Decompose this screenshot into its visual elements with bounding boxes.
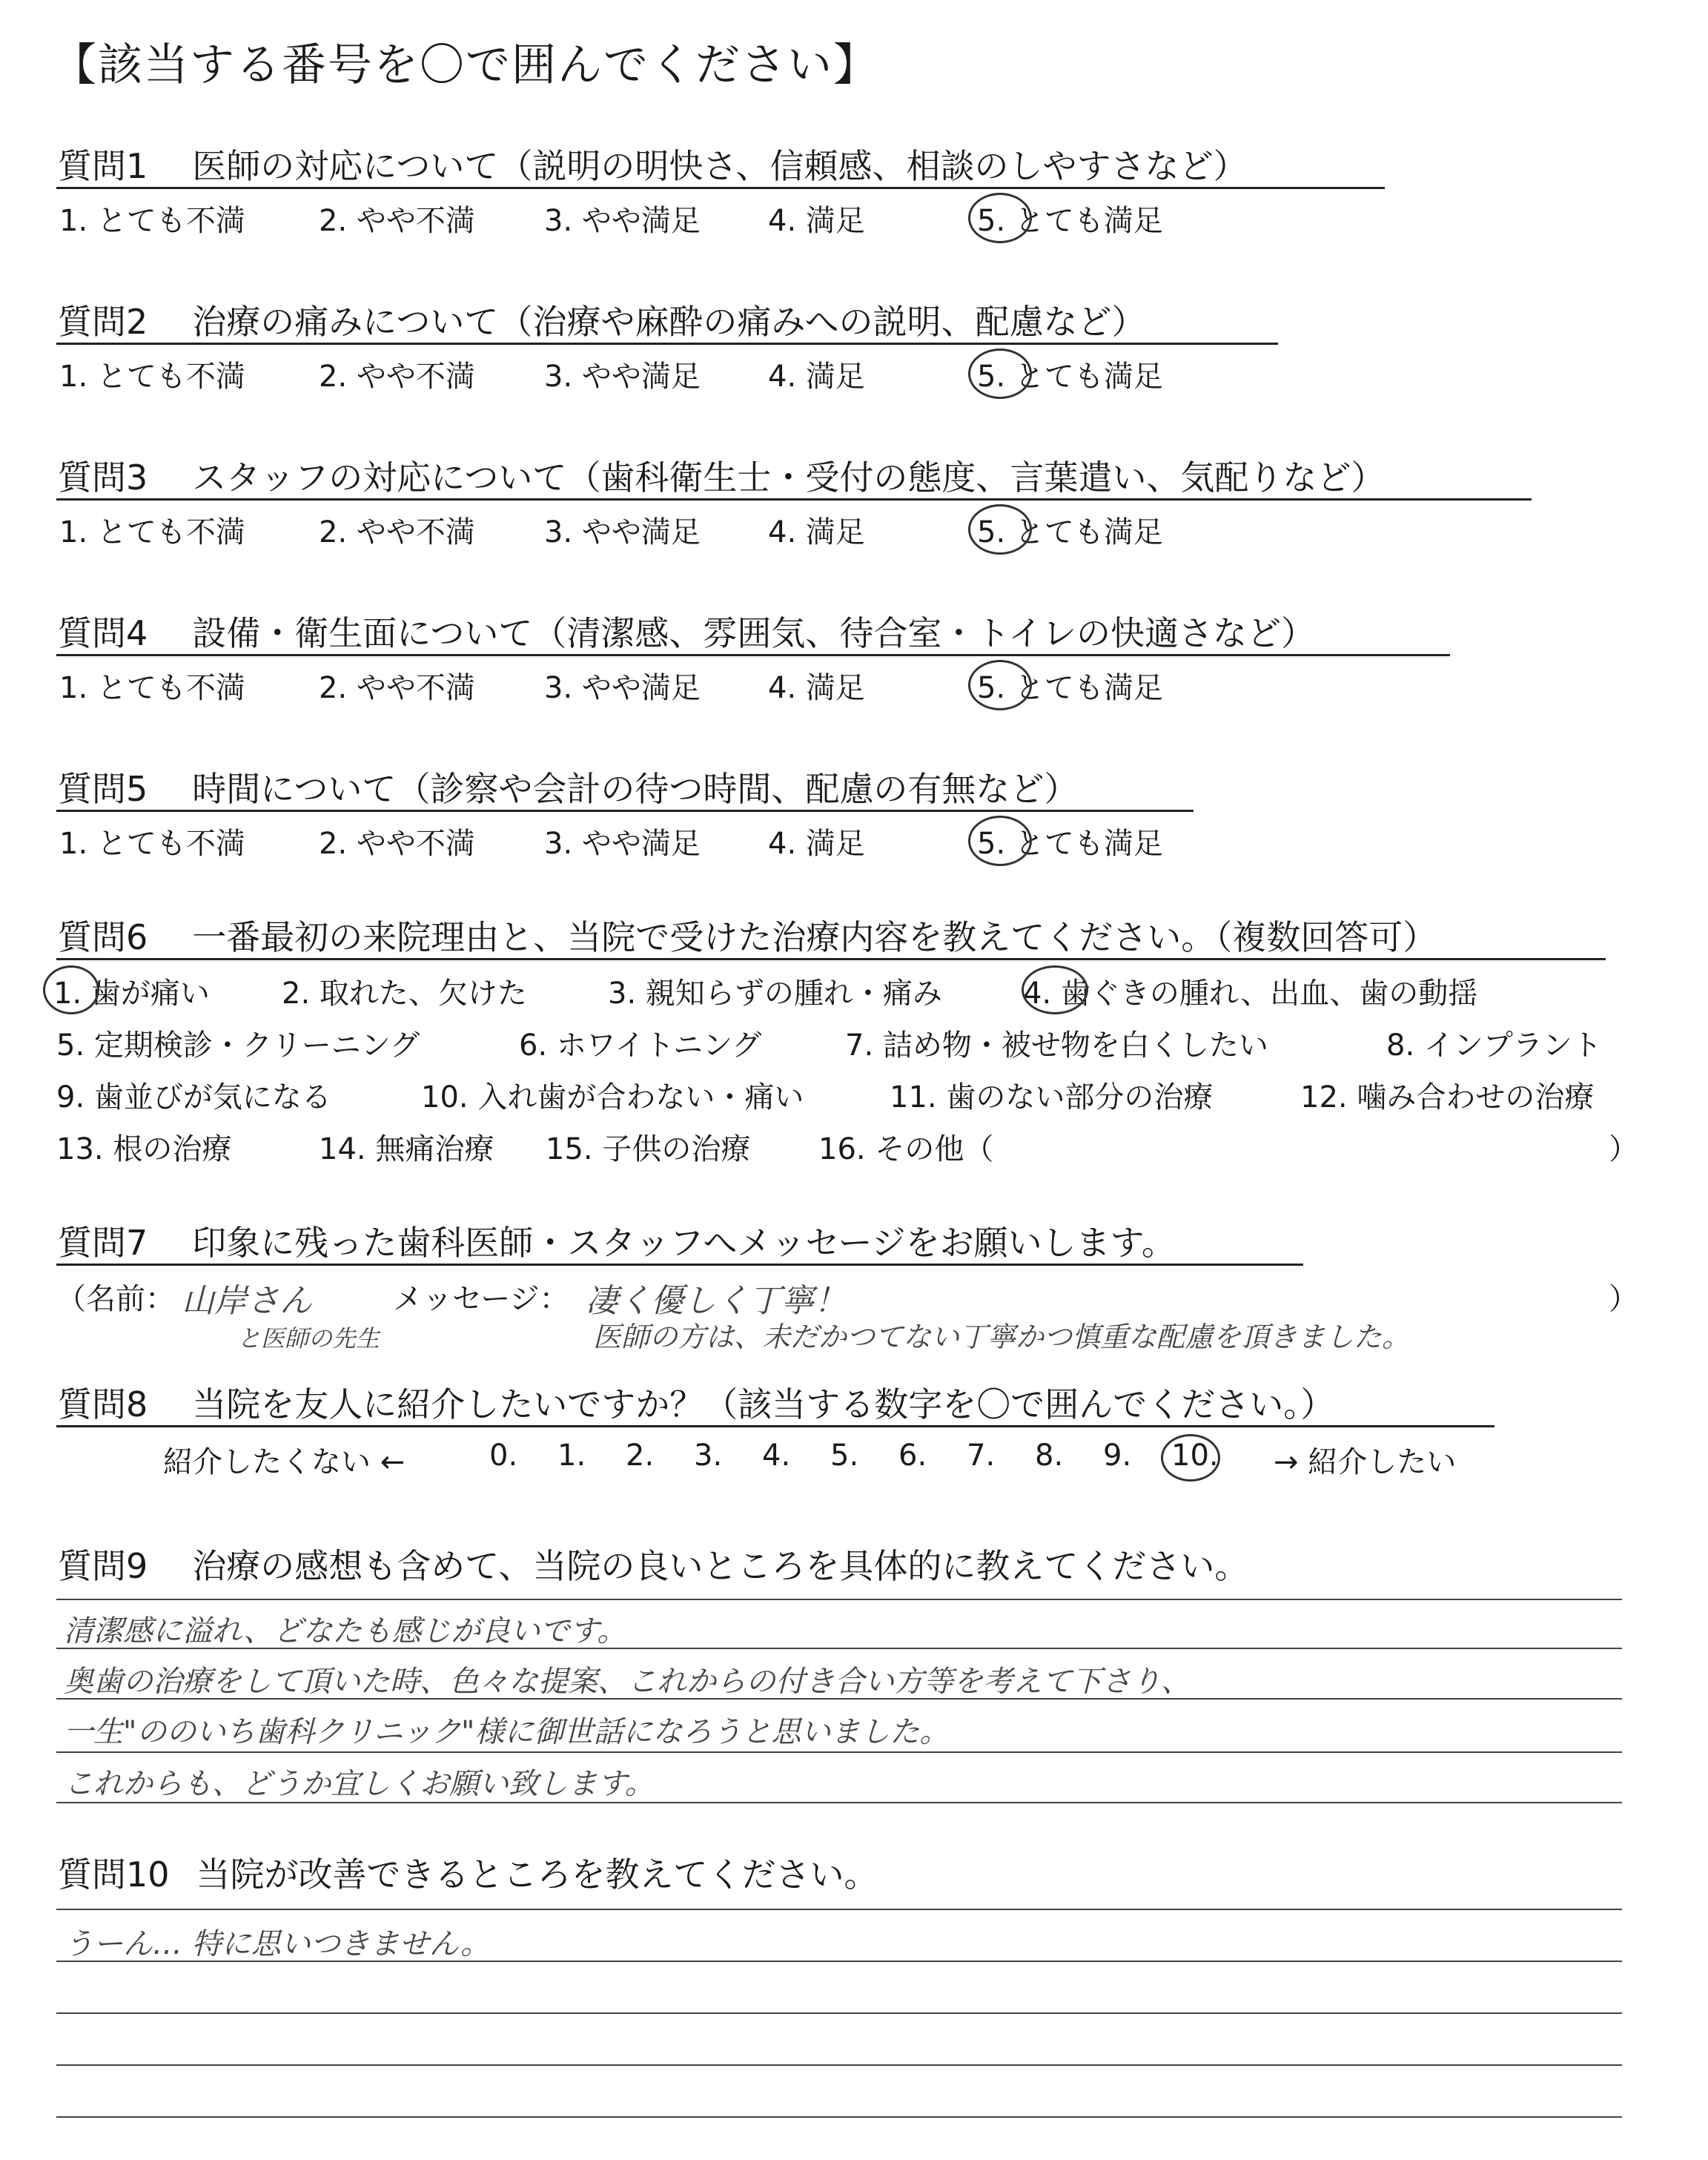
q6-underline: [56, 958, 1606, 960]
q9-text: 治療の感想も含めて、当院の良いところを具体的に教えてください。: [192, 1546, 1249, 1586]
q1-option-1: 1. とても不満: [59, 204, 245, 238]
q10-heading: [58, 1848, 878, 1897]
q8-underline: [56, 1425, 1494, 1427]
q3-option-4: 4. 満足: [768, 515, 865, 549]
q6-option-1-3: 8. インプラント: [1386, 1028, 1602, 1063]
q4-option-4: 4. 満足: [768, 671, 865, 705]
q8-scale-4: 4.: [762, 1439, 791, 1473]
q10-rule-4: [56, 2116, 1622, 2118]
q8-label: 質問8: [58, 1384, 148, 1424]
q6-answer-circle-4: [1022, 965, 1088, 1014]
q10-rule-0: [56, 1909, 1622, 1910]
q3-label: 質問3: [58, 458, 148, 498]
q10-label: 質問10: [58, 1855, 170, 1895]
q3-answer-circle: [968, 504, 1032, 555]
q6-option-1-2: 7. 詰め物・被せ物を白くしたい: [845, 1028, 1268, 1063]
q8-answer-circle: [1161, 1434, 1220, 1482]
q5-option-4: 4. 満足: [768, 827, 865, 861]
q9-rule-3: [56, 1751, 1622, 1753]
q2-option-2: 2. やや不満: [319, 360, 475, 394]
q4-answer-circle: [968, 660, 1032, 710]
q6-option-3-3: 16. その他（: [818, 1132, 994, 1166]
q8-scale-1: 1.: [557, 1439, 586, 1473]
q6-option-0-0: 1. 歯が痛い: [53, 977, 210, 1011]
q5-option-3: 3. やや満足: [544, 827, 701, 861]
q8-scale-5: 5.: [830, 1439, 859, 1473]
q1-text: 医師の対応について（説明の明快さ、信頼感、相談のしやすさなど）: [192, 146, 1248, 186]
q8-scale-0: 0.: [489, 1439, 518, 1473]
q9-answer-line-2: 一生"ののいち歯科クリニック"様に御世話になろうと思いました。: [64, 1715, 950, 1749]
q7-message-note: 医師の方は、未だかつてない丁寧かつ慎重な配慮を頂きました。: [593, 1321, 1411, 1353]
q6-option-2-1: 10. 入れ歯が合わない・痛い: [421, 1080, 804, 1114]
q4-heading: [58, 607, 1315, 655]
q1-option-5: 5. とても満足: [977, 204, 1163, 238]
q6-option-1-1: 6. ホワイトニング: [519, 1028, 762, 1063]
q8-left-label: 紹介したくない ←: [163, 1445, 406, 1479]
q2-answer-circle: [968, 349, 1032, 399]
q10-rule-2: [56, 2012, 1622, 2014]
q5-option-2: 2. やや不満: [319, 827, 475, 861]
q6-option-3-1: 14. 無痛治療: [319, 1132, 494, 1166]
q6-option-3-2: 15. 子供の治療: [546, 1132, 751, 1166]
q4-option-5: 5. とても満足: [977, 671, 1163, 705]
q3-option-3: 3. やや満足: [544, 515, 701, 549]
q8-text: 当院を友人に紹介したいですか？（該当する数字を〇で囲んでください。）: [192, 1384, 1335, 1424]
q3-option-5: 5. とても満足: [977, 515, 1163, 549]
q8-heading: [58, 1378, 1334, 1427]
q2-option-1: 1. とても不満: [59, 360, 245, 394]
q1-option-2: 2. やや不満: [319, 204, 475, 238]
q9-label: 質問9: [58, 1546, 148, 1586]
q8-scale-9: 9.: [1103, 1439, 1132, 1473]
q7-name-label: （名前：: [56, 1282, 175, 1316]
q6-heading: [58, 911, 1437, 960]
q5-underline: [56, 810, 1194, 812]
q10-text: 当院が改善できるところを教えてください。: [196, 1855, 878, 1895]
q6-option-2-3: 12. 噛み合わせの治療: [1300, 1080, 1595, 1114]
q2-heading: [58, 295, 1145, 344]
q5-text: 時間について（診察や会計の待つ時間、配慮の有無など）: [192, 769, 1079, 809]
q4-option-1: 1. とても不満: [59, 671, 245, 705]
q7-heading: [58, 1216, 1176, 1265]
q6-option-0-3: 4. 歯ぐきの腫れ、出血、歯の動揺: [1023, 977, 1478, 1011]
q8-scale-2: 2.: [626, 1439, 655, 1473]
q6-text: 一番最初の来院理由と、当院で受けた治療内容を教えてください。（複数回答可）: [192, 917, 1437, 957]
q6-option-3-0: 13. 根の治療: [56, 1132, 232, 1166]
q2-option-5: 5. とても満足: [977, 360, 1163, 394]
page-title: 【該当する番号を〇で囲んでください】: [52, 39, 879, 91]
q8-scale-8: 8.: [1035, 1439, 1064, 1473]
q6-option-2-2: 11. 歯のない部分の治療: [890, 1080, 1214, 1114]
q4-underline: [56, 654, 1450, 656]
q7-underline: [56, 1264, 1303, 1266]
q7-name-note: と医師の先生: [237, 1324, 380, 1353]
q4-option-2: 2. やや不満: [319, 671, 475, 705]
q8-scale-6: 6.: [898, 1439, 927, 1473]
q4-text: 設備・衛生面について（清潔感、雰囲気、待合室・トイレの快適さなど）: [192, 613, 1316, 653]
q1-answer-circle: [968, 193, 1032, 243]
q7-name-value: 山岸さん: [182, 1282, 312, 1320]
q3-underline: [56, 498, 1532, 501]
q7-close-paren: ）: [1609, 1282, 1638, 1316]
q5-label: 質問5: [58, 769, 148, 809]
q1-option-3: 3. やや満足: [544, 204, 701, 238]
q6-option-0-2: 3. 親知らずの腫れ・痛み: [608, 977, 942, 1011]
q7-message-value: 凄く優しく丁寧！: [586, 1282, 847, 1320]
q8-scale-3: 3.: [694, 1439, 723, 1473]
q3-option-2: 2. やや不満: [319, 515, 475, 549]
q5-answer-circle: [968, 816, 1032, 866]
q3-text: スタッフの対応について（歯科衛生士・受付の態度、言葉遣い、気配りなど）: [192, 458, 1386, 498]
q6-option-2-0: 9. 歯並びが気になる: [56, 1080, 331, 1114]
q1-underline: [56, 187, 1385, 189]
q4-option-3: 3. やや満足: [544, 671, 701, 705]
q6-option-3-4: ）: [1609, 1132, 1638, 1166]
q8-right-label: → 紹介したい: [1274, 1445, 1457, 1479]
q10-rule-3: [56, 2064, 1622, 2066]
q9-heading: [58, 1539, 1248, 1588]
q7-message-label: メッセージ：: [393, 1282, 569, 1316]
q4-label: 質問4: [58, 613, 148, 653]
q3-heading: [58, 451, 1385, 500]
q6-option-1-0: 5. 定期検診・クリーニング: [56, 1028, 420, 1063]
q2-text: 治療の痛みについて（治療や麻酔の痛みへの説明、配慮など）: [192, 302, 1146, 342]
q9-answer-line-1: 奥歯の治療をして頂いた時、色々な提案、これからの付き合い方等を考えて下さり、: [64, 1665, 1191, 1699]
q2-underline: [56, 343, 1278, 345]
q10-answer-line-0: うーん… 特に思いつきません。: [64, 1927, 491, 1961]
q5-option-1: 1. とても不満: [59, 827, 245, 861]
q9-rule-0: [56, 1599, 1622, 1600]
q3-option-1: 1. とても不満: [59, 515, 245, 549]
q7-text: 印象に残った歯科医師・スタッフへメッセージをお願いします。: [192, 1223, 1176, 1263]
q2-option-3: 3. やや満足: [544, 360, 701, 394]
q9-answer-line-3: これからも、どうか宜しくお願い致します。: [64, 1767, 655, 1801]
q5-heading: [58, 762, 1078, 811]
q5-option-5: 5. とても満足: [977, 827, 1163, 861]
q2-option-4: 4. 満足: [768, 360, 865, 394]
q8-scale-10: 10.: [1171, 1439, 1219, 1473]
q1-option-4: 4. 満足: [768, 204, 865, 238]
q6-option-0-1: 2. 取れた、欠けた: [282, 977, 527, 1011]
q1-heading: [58, 139, 1248, 188]
q8-scale-7: 7.: [967, 1439, 996, 1473]
q1-label: 質問1: [58, 146, 148, 186]
q6-answer-circle-1: [43, 965, 99, 1014]
q7-label: 質問7: [58, 1223, 148, 1263]
q6-label: 質問6: [58, 917, 148, 957]
q2-label: 質問2: [58, 302, 148, 342]
q9-answer-line-0: 清潔感に溢れ、どなたも感じが良いです。: [64, 1614, 627, 1648]
